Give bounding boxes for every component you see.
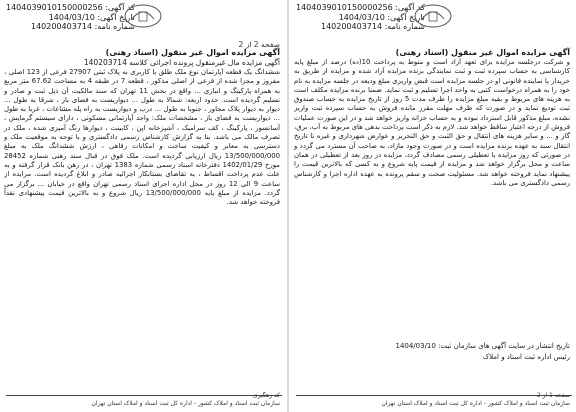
- document-page-1: [290, 0, 576, 412]
- notice-heading: آگهی مزایده اموال غیر منقول (اسناد رهنی): [105, 48, 280, 57]
- property-description: ششدانگ یک قطعه آپارتمان نوع ملک طلق با کاربری به پلاک ثبتی 27907 فرعی از 123 اصلی ، مفروز و مجزا شده از فرعی از اصلی مذکور ، قطعه 7 در طبقه 4 به مساحت 67.62 متر مربع به همراه پارکینگ و انباری ... واقع در بخش 11 تهران که سند مالکیت آن ذیل ثبت و صادر و تسلیم گردیده است. حدود اربعه: شمالا به طول ... دیواریست به فضای باز ، شرقا به طول ... دیوار به دیوار پلاک مجاور ، جنوبا به طول ... درب و دیواریست به راه پله مشاعات ، غربا به طول ... دیواریست به فضای باز ، مشخصات ملک: واحد آپارتمانی مسکونی ، دارای سیستم گرمایش ، آسانسور ، پارکینگ ، کف سرامیک ، آشپزخانه اپن ، کابینت ، دیوارها رنگ آمیزی شده ، ملک در تصرف مالک می باشد. بنا به گزارش کارشناس رسمی دادگستری و با توجه به موقعیت ملک و دسترسی به معابر و کیفیت ساخت و امکانات رفاهی ، ارزش ششدانگ ملک به مبلغ 13/500/000/000 ریال ارزیابی گردیده است. ملک فوق در قبال سند رهنی شماره 28452 مورخ 1402/01/29 دفترخانه اسناد رسمی شماره 1383 تهران ، در رهن بانک قرار گرفته و به علت عدم پرداخت اقساط ، به تقاضای بستانکار اجرائیه صادر و ابلاغ گردیده است. مزایده از ساعت 9 الی 12 روز در محل اداره اجرای اسناد رسمی تهران واقع در خیابان ... برگزار می گردد. مزایده از مبلغ پایه 13/500/000/000 ریال شروع و به بالاترین قیمت پیشنهادی نقداً فروخته خواهد شد.: [4, 68, 280, 207]
- page-footer: [4, 392, 280, 408]
- page-divider: [287, 0, 289, 412]
- footer-page-label: صفحه 1 از 2: [536, 392, 570, 399]
- registry-emblem-icon: [412, 3, 454, 29]
- footer-org: سازمان ثبت اسناد و املاک کشور - اداره کل ثبت اسناد و املاک استان تهران: [381, 400, 570, 407]
- notice-meta: [6, 3, 135, 32]
- notice-meta: [296, 3, 425, 32]
- page-footer: [294, 392, 570, 408]
- page-number: صفحه 2 از 2: [238, 40, 280, 49]
- notice-date: تاریخ آگهی: 1404/03/10: [48, 12, 135, 22]
- notice-heading: آگهی مزایده اموال غیر منقول (اسناد رهنی): [395, 48, 570, 57]
- registry-emblem-icon: [122, 3, 164, 29]
- footer-org: سازمان ثبت اسناد و املاک کشور - اداره کل ثبت اسناد و املاک استان تهران: [91, 400, 280, 407]
- document-page-2: [0, 0, 286, 412]
- notice-code: کد آگهی: 1404039010150000256: [6, 3, 135, 12]
- notice-code: کد آگهی: 1404039010150000256: [296, 3, 425, 12]
- notice-subheading: آگهی مزایده مال غیرمنقول پرونده اجرائی کلاسه 140203714: [83, 58, 280, 67]
- letter-number: شماره نامه: 140200403714: [320, 22, 425, 31]
- letter-number: شماره نامه: 140200403714: [30, 22, 135, 31]
- publish-date-line: تاریخ انتشار در سایت آگهی های سازمان ثبت: 1404/03/10: [395, 342, 570, 350]
- footer-tracking-label: کد رهگیری: [252, 392, 280, 399]
- notice-body: و شرکت درجلسه مزایده برای تعهد آزاد است و منوط به پرداخت 10(ده) درصد از مبلغ پایه کارشناسی به حساب سپرده ثبت و ثبت نمایندگی برنده مزایده آزاد شده و مزایده از طریق به خریدار یا نماینده قانونی او در جلسه مزایده است قبض واریزی مبلغ ودیعه در جلسه مزایده به نام خود را به همراه درخواست کتبی به واحد اجرا تسلیم و ثبت نماید. ضمنا برنده مزایده مکلف است به هزینه های مربوط و بقیه مبلغ مزایده را ظرف مدت 5 روز از تاریخ مزایده به حساب صندوق ثبت تودیع نماید و در صورت که ظرف مهلت مقرر مانده فروش به حساب سپرده ثبت واریز نشده، مبلغ مذکور قابل استرداد نبوده و به حساب خزانه واریز خواهد شد و در این صورت عملیات فروش از درجه اعتبار ساقط خواهد شد. لازم به ذکر است پرداخت بدهی های مربوط به آب، برق، گاز و ... و سایر هزینه های انتقال و حق الثبت و حق التحریر و عوارض شهرداری و غیره تا تاریخ انتقال سند به عهده برنده مزایده است و در صورت وجود مازاد، به صاحب آن مسترد می گردد و در صورتی که روز مزایده با تعطیلی رسمی مصادف گردد، مزایده در روز بعد از تعطیلی در همان ساعت و محل برگزار خواهد شد و مزایده از قیمت پایه شروع و به کسی که بالاترین قیمت را پیشنهاد نماید فروخته خواهد شد. مسئولیت صحت و سقم پرونده به عهده اداره اجرا و کارشناس رسمی دادگستری می باشد.: [294, 58, 570, 187]
- signer-line: رئیس اداره ثبت اسناد و املاک: [482, 353, 570, 361]
- notice-date: تاریخ آگهی: 1404/03/10: [338, 12, 425, 22]
